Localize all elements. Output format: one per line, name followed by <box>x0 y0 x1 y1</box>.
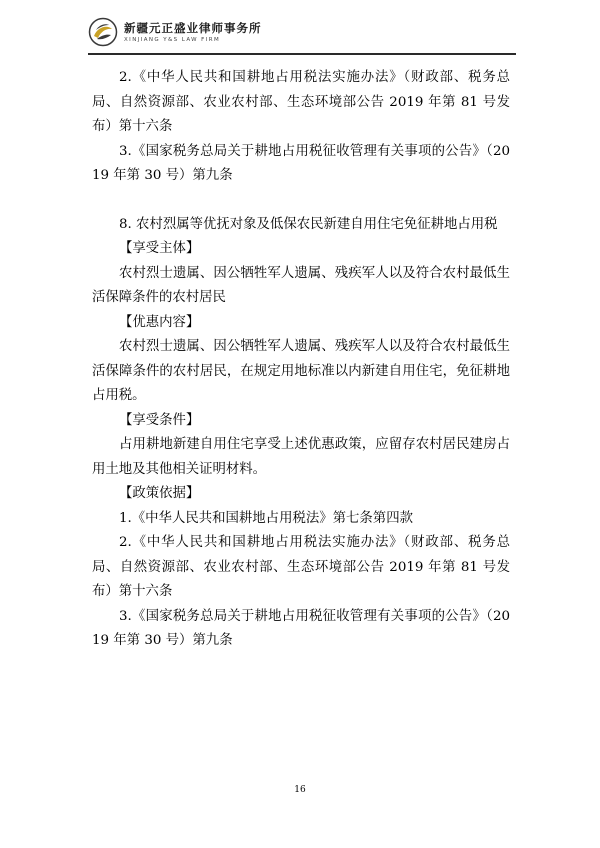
document-body <box>92 66 510 654</box>
paragraph-spacer <box>92 189 510 213</box>
subject-text: 农村烈士遗属、因公牺牲军人遗属、残疾军人以及符合农村最低生活保障条件的农村居民 <box>92 265 510 305</box>
condition-heading: 【享受条件】 <box>119 412 200 428</box>
firm-logo-icon <box>88 17 118 47</box>
content-heading: 【优惠内容】 <box>119 314 200 330</box>
basis-item-2: 2.《中华人民共和国耕地占用税法实施办法》（财政部、税务总局、自然资源部、农业农村部、生态环境部公告 2019 年第 81 号发布）第十六条 <box>92 535 510 599</box>
firm-name-chinese: 新疆元正盛业律师事务所 <box>124 21 262 35</box>
basis-heading: 【政策依据】 <box>119 486 200 501</box>
header-divider <box>88 53 516 55</box>
reference-item-2: 2.《中华人民共和国耕地占用税法实施办法》（财政部、税务总局、自然资源部、农业农村部、生态环境部公告 2019 年第 81 号发布）第十六条 <box>92 70 510 134</box>
page-header <box>88 14 518 54</box>
basis-item-3: 3.《国家税务总局关于耕地占用税征收管理有关事项的公告》（2019 年第 30 号）第九条 <box>92 608 510 648</box>
content-text: 农村烈士遗属、因公牺牲军人遗属、残疾军人以及符合农村最低生活保障条件的农村居民，在规定用地标准以内新建自用住宅，免征耕地占用税。 <box>92 339 510 403</box>
basis-item-1: 1.《中华人民共和国耕地占用税法》第七条第四款 <box>119 510 413 526</box>
reference-item-3: 3.《国家税务总局关于耕地占用税征收管理有关事项的公告》（2019 年第 30 号）第九条 <box>92 143 510 183</box>
firm-name-english: XINJIANG Y&S LAW FIRM <box>124 37 221 43</box>
page-number: 16 <box>294 785 306 795</box>
condition-text: 占用耕地新建自用住宅享受上述优惠政策，应留存农村居民建房占用土地及其他相关证明材料。 <box>92 437 510 477</box>
section-title: 8. 农村烈属等优抚对象及低保农民新建自用住宅免征耕地占用税 <box>119 216 498 232</box>
subject-heading: 【享受主体】 <box>119 241 200 256</box>
